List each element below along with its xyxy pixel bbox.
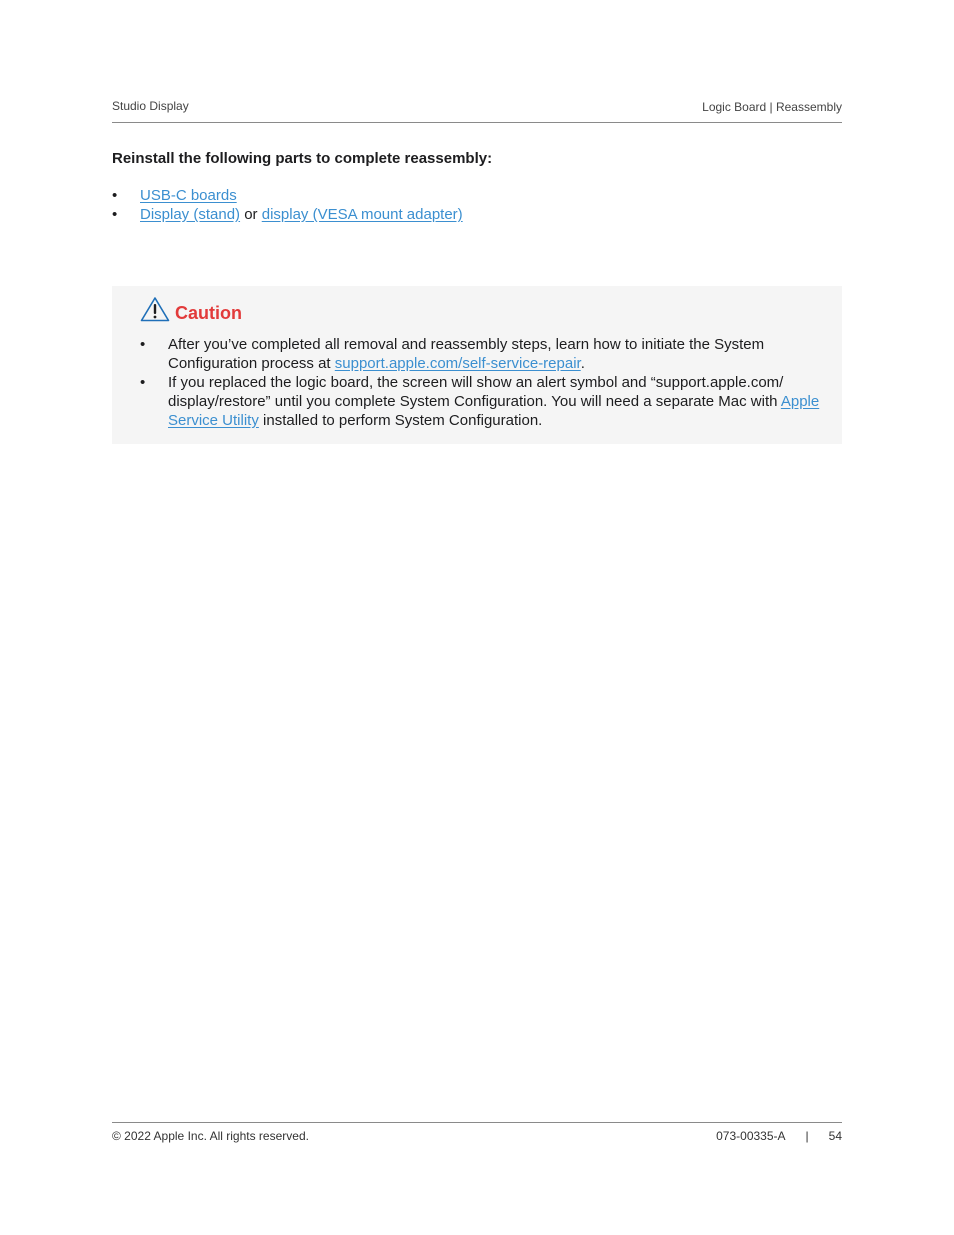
header-product: Studio Display <box>112 99 189 113</box>
caution-text-end: installed to perform System Configuration. <box>263 412 543 429</box>
caution-header <box>140 298 242 324</box>
caution-box <box>112 286 842 444</box>
apple-service-utility-link[interactable]: Apple Service Utility <box>168 393 820 429</box>
self-service-repair-link[interactable]: support.apple.com/self-service-repair <box>334 355 581 372</box>
caution-title: Caution <box>175 302 242 323</box>
footer-page-info <box>716 1129 842 1143</box>
page-header <box>112 99 842 123</box>
usb-c-boards-link[interactable]: USB-C boards <box>140 187 237 204</box>
warning-triangle-icon <box>140 296 170 327</box>
list-item <box>112 186 463 205</box>
header-section: Logic Board | Reassembly <box>702 100 842 114</box>
reinstall-heading: Reinstall the following parts to complete reassembly: <box>112 150 493 167</box>
caution-text: After you’ve completed all removal and reassembly steps, learn how to initiate the System Configuration process at <box>168 336 765 372</box>
bullet: • <box>140 336 146 353</box>
caution-text: If you replaced the logic board, the screen will show an alert symbol and “support.apple.com/ display/restore” until you complete System Configuration. You will need a separate Mac with <box>168 374 784 410</box>
footer-copyright: © 2022 Apple Inc. All rights reserved. <box>112 1129 309 1143</box>
reinstall-parts-list <box>112 186 463 224</box>
display-vesa-link[interactable]: display (VESA mount adapter) <box>261 206 463 223</box>
list-item <box>112 205 463 224</box>
list-item <box>140 373 820 430</box>
list-item <box>140 335 820 373</box>
caution-text-end: . <box>580 355 585 372</box>
bullet: • <box>112 187 118 204</box>
bullet: • <box>140 374 146 391</box>
display-stand-link[interactable]: Display (stand) <box>140 206 241 223</box>
page-footer <box>112 1122 842 1146</box>
footer-separator: | <box>805 1129 809 1143</box>
bullet: • <box>112 206 118 223</box>
connector-text: or <box>244 206 258 223</box>
caution-list <box>140 335 820 430</box>
footer-doc-number: 073-00335-A <box>716 1129 786 1143</box>
footer-page-number: 54 <box>828 1129 842 1143</box>
